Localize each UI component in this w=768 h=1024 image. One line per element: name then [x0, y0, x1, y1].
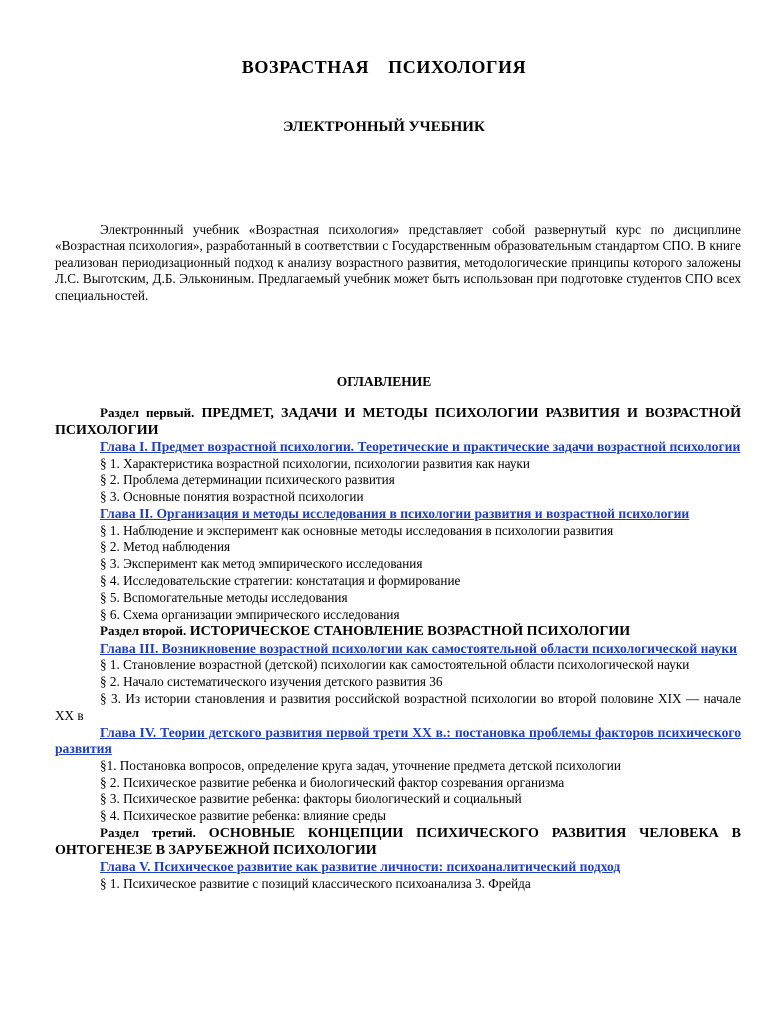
- intro-paragraph: Электроннный учебник «Возрастная психология» представляет собой развернутый курс по дисциплине «Возрастная психология», разработанный в соответствии с Государственным образовательным стандартом СПО. В книге реализован периодизационный подход к анализу возрастного развития, методологические принципы которого заложены Л.С. Выготским, Д.Б. Элькониным. Предлагаемый учебник может быть использован при подготовке студентов СПО всех специальностей.: [55, 222, 741, 303]
- toc-item: § 6. Схема организации эмпирического исследования: [100, 606, 400, 622]
- toc-item: § 2. Метод наблюдения: [100, 539, 231, 555]
- chapter-link[interactable]: Глава II. Организация и методы исследования в психологии развития и возрастной психологии: [100, 505, 690, 521]
- toc-item: § 1. Характеристика возрастной психологии, психологии развития как науки: [100, 455, 530, 471]
- section-heading: [55, 405, 741, 439]
- toc-item: § 1. Становление возрастной (детской) психологии как самостоятельной области психологической науки: [100, 657, 690, 673]
- section-heading: [55, 623, 741, 641]
- toc-item: §1. Постановка вопросов, определение круга задач, уточнение предмета детской психологии: [100, 757, 621, 773]
- toc-heading: ОГЛАВЛЕНИЕ: [336, 374, 432, 389]
- section-title: ПРЕДМЕТ, ЗАДАЧИ И МЕТОДЫ ПСИХОЛОГИИ РАЗВИТИЯ И ВОЗРАСТНОЙ ПСИХОЛОГИИ: [55, 406, 741, 438]
- toc-item: § 2. Проблема детерминации психического развития: [100, 472, 395, 488]
- toc-item: § 2. Психическое развитие ребенка и биологический фактор созревания организма: [100, 774, 565, 790]
- section-heading: [55, 825, 741, 859]
- toc-item: § 3. Психическое развитие ребенка: факторы биологический и социальный: [100, 791, 522, 807]
- toc-item: § 1. Наблюдение и эксперимент как основные методы исследования в психологии развития: [100, 522, 614, 538]
- toc-item: § 2. Начало систематического изучения детского развития 36: [100, 674, 443, 690]
- toc-item: § 4. Психическое развитие ребенка: влияние среды: [100, 808, 387, 824]
- toc-item: § 1. Психическое развитие с позиций классического психоанализа 3. Фрейда: [100, 875, 531, 891]
- chapter-link[interactable]: Глава V. Психическое развитие как развитие личности: психоаналитический подход: [100, 859, 621, 875]
- table-of-contents: [55, 405, 741, 892]
- toc-item: § 3. Основные понятия возрастной психологии: [100, 489, 364, 505]
- document-subtitle: ЭЛЕКТРОННЫЙ УЧЕБНИК: [283, 119, 485, 135]
- chapter-link[interactable]: Глава III. Возникновение возрастной психологии как самостоятельной области психологической науки: [100, 640, 737, 656]
- toc-item: § 5. Вспомогательные методы исследования: [100, 589, 348, 605]
- section-title: ОСНОВНЫЕ КОНЦЕПЦИИ ПСИХИЧЕСКОГО РАЗВИТИЯ ЧЕЛОВЕКА В ОНТОГЕНЕЗЕ В ЗАРУБЕЖНОЙ ПСИХОЛОГИИ: [55, 826, 741, 858]
- toc-item: § 4. Исследовательские стратегии: констатация и формирование: [100, 572, 461, 588]
- section-lead: Раздел третий.: [100, 825, 196, 841]
- chapter-link[interactable]: Глава I. Предмет возрастной психологии. Теоретические и практические задачи возрастной психологии: [100, 439, 741, 454]
- chapter-link[interactable]: Глава IV. Теории детского развития первой трети XX в.: постановка проблемы факторов психического развития: [55, 724, 741, 757]
- section-title: ИСТОРИЧЕСКОЕ СТАНОВЛЕНИЕ ВОЗРАСТНОЙ ПСИХОЛОГИИ: [186, 624, 631, 640]
- section-lead: Раздел первый.: [100, 405, 195, 420]
- toc-item: § 3. Эксперимент как метод эмпирического исследования: [100, 556, 423, 572]
- toc-item: § 3. Из истории становления и развития российской возрастной психологии во второй половине XIX — начале XX в: [55, 691, 741, 723]
- section-lead: Раздел второй.: [100, 623, 187, 639]
- document-title: ВОЗРАСТНАЯ ПСИХОЛОГИЯ: [241, 57, 527, 77]
